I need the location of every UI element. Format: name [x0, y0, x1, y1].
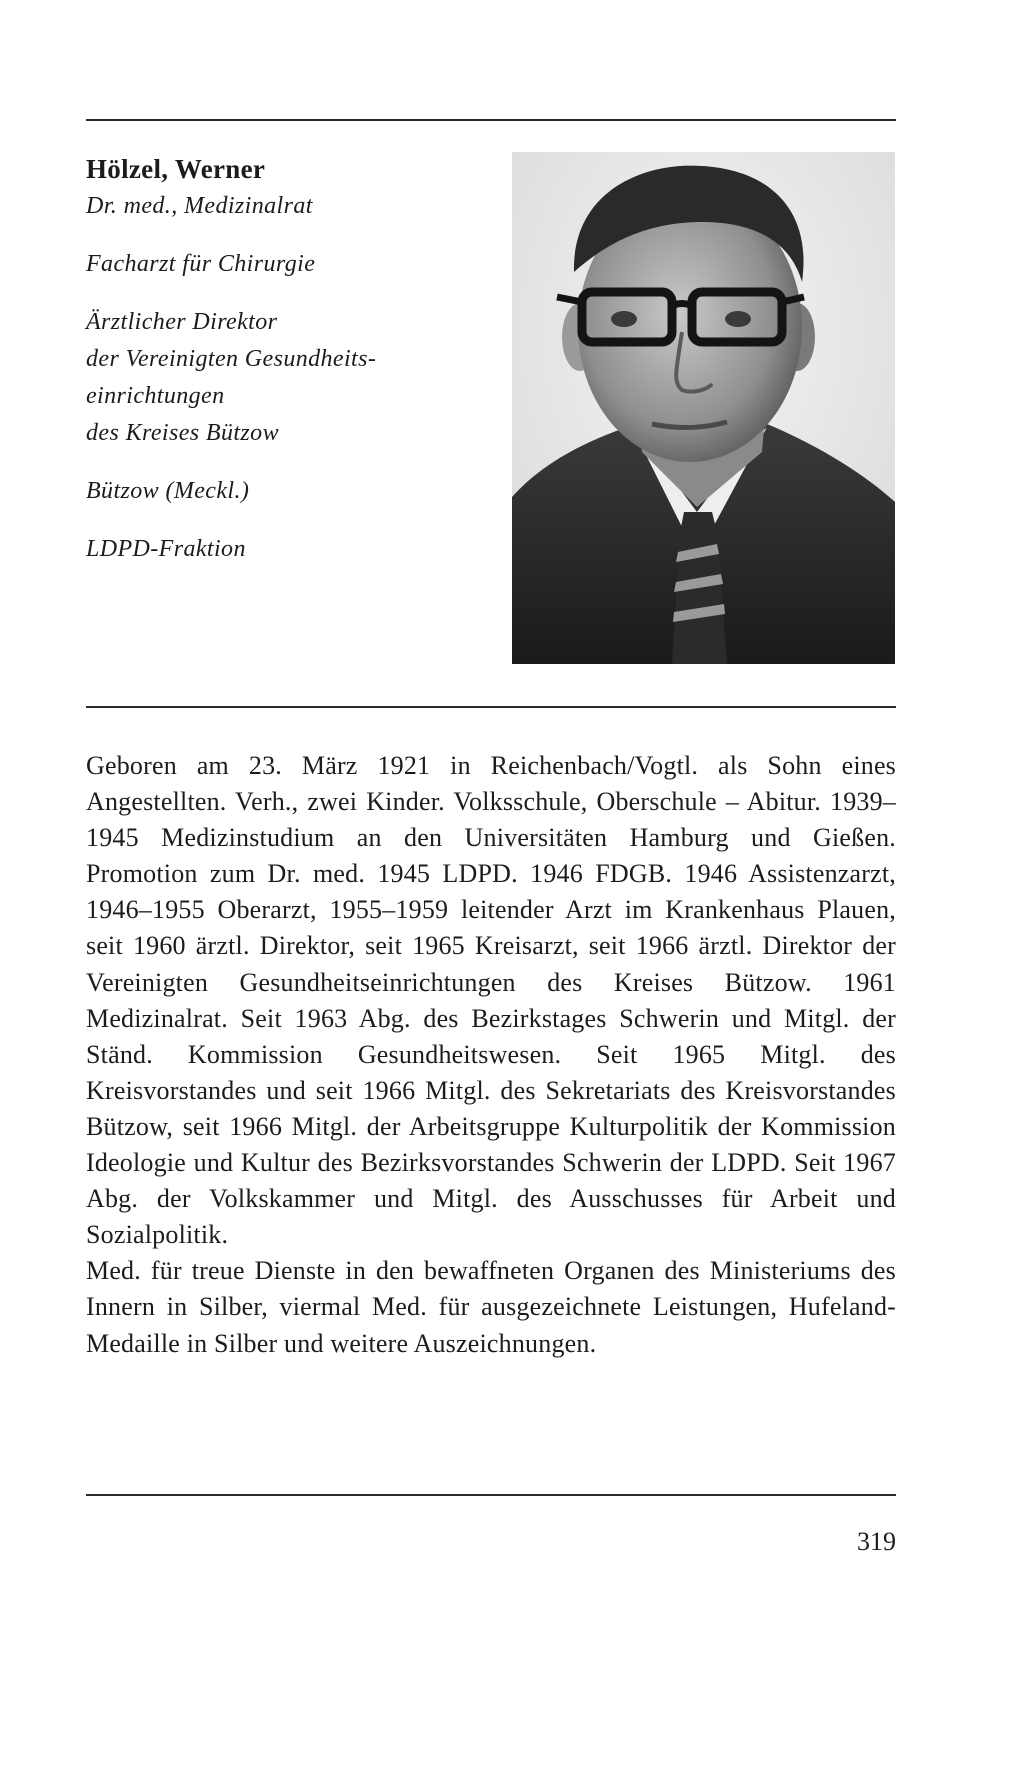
entry-header — [86, 150, 506, 568]
page-number: 319 — [857, 1527, 896, 1556]
academic-title: Dr. med., Medizinalrat — [86, 193, 313, 219]
position-line: des Kreises Bützow — [86, 420, 279, 446]
position-line: Ärztlicher Direktor — [86, 309, 278, 335]
middle-divider — [86, 706, 896, 708]
position-line: der Vereinigten Gesundheits- — [86, 346, 377, 372]
biography-paragraph: Geboren am 23. März 1921 in Reichenbach/Vogtl. als Sohn eines Angestellten. Verh., zwei Kinder. Volksschule, Oberschule – Abitur. 1939–1945 Medizinstudium an den Universitäten Hamburg und Gießen. Promotion zum Dr. med. 1945 LDPD. 1946 FDGB. 1946 Assistenzarzt, 1946–1955 Oberarzt, 1955–1959 leitender Arzt im Krankenhaus Plauen, seit 1960 ärztl. Direktor, seit 1965 Kreisarzt, seit 1966 ärztl. Direktor der Vereinigten Gesundheitseinrichtungen des Kreises Bützow. 1961 Medizinalrat. Seit 1963 Abg. des Bezirkstages Schwerin und Mitgl. der Ständ. Kommission Gesundheitswesen. Seit 1965 Mitgl. des Kreisvorstandes und seit 1966 Mitgl. des Sekretariats des Kreisvorstandes Bützow, seit 1966 Mitgl. der Arbeitsgruppe Kulturpolitik der Kommission Ideologie und Kultur des Bezirksvorstandes Schwerin der LDPD. Seit 1967 Abg. der Volkskammer und Mitgl. des Ausschusses für Arbeit und Sozialpolitik. — [86, 751, 896, 1250]
location: Bützow (Meckl.) — [86, 478, 250, 504]
bottom-divider — [86, 1494, 896, 1496]
portrait-photo — [512, 152, 895, 664]
person-name: Hölzel, Werner — [86, 154, 266, 184]
top-divider — [86, 119, 896, 121]
biography-paragraph: Med. für treue Dienste in den bewaffneten Organen des Ministeriums des Innern in Silber, viermal Med. für ausgezeichnete Leistungen, Hufeland-Medaille in Silber und weitere Auszeichnungen. — [86, 1256, 896, 1358]
biography — [86, 748, 896, 1362]
specialty: Facharzt für Chirurgie — [86, 251, 316, 277]
position-line: einrichtungen — [86, 383, 225, 409]
position-block — [86, 304, 506, 452]
faction: LDPD-Fraktion — [86, 536, 246, 562]
